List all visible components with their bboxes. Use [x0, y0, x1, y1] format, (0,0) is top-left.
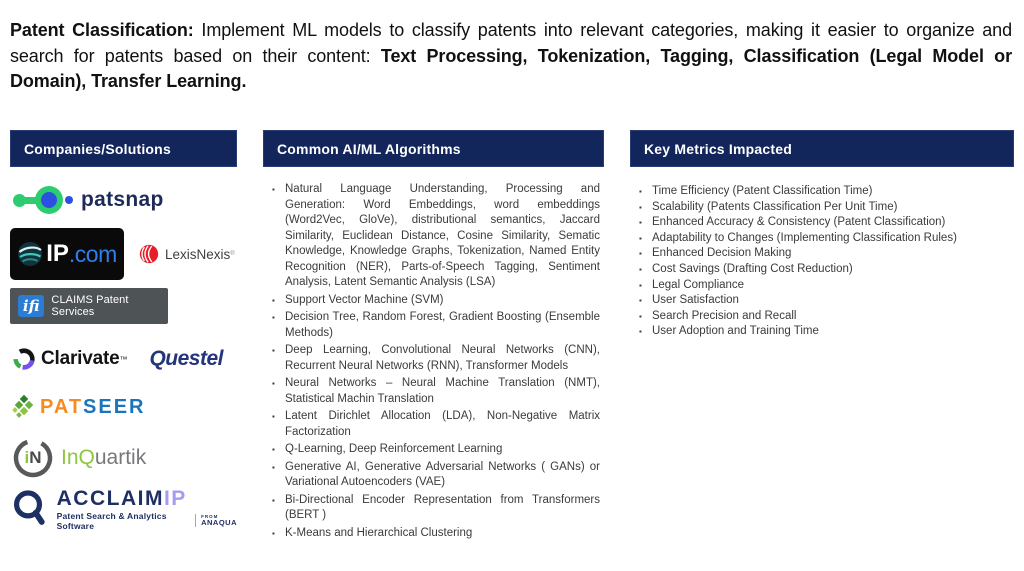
bullet-icon: ▪: [272, 379, 275, 388]
metrics-column: [630, 130, 1014, 340]
lexisnexis-registered-mark: ®: [230, 251, 235, 257]
list-item: [272, 182, 600, 291]
list-item: [639, 309, 1010, 325]
ifi-claims-wordmark: CLAIMS Patent Services: [51, 294, 129, 318]
logo-patseer: [12, 394, 237, 420]
list-item-text: Natural Language Understanding, Processing and Generation: Word Embeddings, word embeddings (Word2Vec, GloVe), distributional semantics, Jaccard Similarity, Euclidean Distance, Cosine Similarity, Sematic Knowledge, Knowledge Graphs, Tokenization, Named Entity Recognition (NER), Parts-of-Speech Tagging, Sentiment Analysis, Latent Semantic Analysis (LSA): [285, 183, 600, 288]
list-item: [639, 262, 1010, 278]
logo-ifi-claims: [10, 288, 237, 324]
list-item-text: User Satisfaction: [652, 294, 739, 307]
list-item-text: Deep Learning, Convolutional Neural Networks (CNN), Recurrent Neural Networks (RNN), Transformer Models: [285, 344, 600, 372]
list-item: [639, 293, 1010, 309]
list-item: [272, 526, 600, 542]
list-item: [639, 184, 1010, 200]
bullet-icon: ▪: [639, 233, 642, 243]
logo-inquartik: [12, 437, 237, 479]
logo-patsnap: [13, 183, 237, 216]
patsnap-molecule-icon: [13, 185, 73, 215]
list-item: [272, 293, 600, 309]
bullet-icon: ▪: [639, 280, 642, 290]
logo-row-clarivate-questel: [12, 344, 237, 374]
acclaimip-text: [57, 488, 237, 531]
list-item: [272, 310, 600, 341]
list-item-text: User Adoption and Training Time: [652, 325, 819, 338]
clarivate-wordmark: Clarivate: [41, 348, 120, 369]
list-item-text: Q-Learning, Deep Reinforcement Learning: [285, 443, 503, 455]
companies-header: Companies/Solutions: [10, 130, 237, 167]
list-item: [639, 231, 1010, 247]
acclaimip-subtitle: Patent Search & Analytics Software: [56, 510, 167, 531]
ifi-claims-badge: [10, 288, 168, 324]
inquartik-ring-icon: [12, 437, 54, 479]
bullet-icon: ▪: [272, 346, 275, 355]
acclaimip-divider: [195, 514, 196, 527]
intro-paragraph: [10, 18, 1012, 95]
acclaimip-anaqua-wordmark: ANAQUA: [201, 518, 237, 527]
bullet-icon: ▪: [639, 264, 642, 274]
list-item-text: Support Vector Machine (SVM): [285, 293, 444, 306]
ifi-chip-icon: ifi: [18, 295, 44, 317]
list-item: [639, 200, 1010, 216]
intro-body: Implement ML models to classify patents into relevant categories, making it easier to organize and search for patents based on their content:: [10, 20, 1013, 66]
logo-lexisnexis: [138, 243, 235, 265]
list-item: [272, 343, 600, 374]
bullet-icon: ▪: [639, 202, 642, 212]
acclaimip-from-label: FROM: [201, 513, 219, 519]
list-item-text: Adaptability to Changes (Implementing Classification Rules): [652, 231, 957, 244]
list-item-text: Decision Tree, Random Forest, Gradient Boosting (Ensemble Methods): [285, 311, 600, 339]
list-item-text: Cost Savings (Drafting Cost Reduction): [652, 262, 853, 275]
list-item-text: Time Efficiency (Patent Classification Time): [652, 185, 873, 197]
bullet-icon: ▪: [272, 528, 275, 538]
clarivate-trademark: ™: [119, 354, 128, 364]
patseer-wordmark-seer: SEER: [83, 395, 146, 418]
bullet-icon: ▪: [272, 445, 275, 454]
logo-ipcom: [10, 228, 124, 280]
list-item: [639, 215, 1010, 231]
bullet-icon: ▪: [272, 295, 275, 305]
list-item-text: Neural Networks – Neural Machine Translation (NMT), Statistical Machin Translation: [285, 377, 600, 405]
list-item-text: Legal Compliance: [652, 278, 745, 291]
bullet-icon: ▪: [639, 249, 642, 259]
acclaimip-tagline: [57, 511, 237, 531]
intro-tail: Text Processing, Tokenization, Tagging, Classification (Legal Model or Domain), Transfer Learning.: [10, 45, 1012, 92]
list-item-text: Search Precision and Recall: [652, 309, 797, 322]
bullet-icon: ▪: [272, 495, 275, 505]
patseer-diamonds-icon: [12, 395, 36, 419]
list-item-text: Scalability (Patents Classification Per Unit Time): [652, 200, 898, 213]
inquartik-ring-letters: i N: [24, 448, 42, 467]
acclaimip-anaqua-block: [201, 515, 237, 527]
list-item: [639, 324, 1010, 340]
list-item: [272, 442, 600, 458]
lexisnexis-wordmark: LexisNexis: [165, 246, 231, 262]
clarivate-ring-icon: [12, 347, 36, 371]
questel-wordmark: Questel: [149, 347, 223, 370]
algorithms-list: [263, 167, 604, 541]
list-item-text: Bi-Directional Encoder Representation from Transformers (BERT ): [285, 493, 600, 521]
inquartik-wordmark: InQuartik: [61, 446, 147, 469]
lexisnexis-swirl-icon: [138, 243, 160, 265]
logo-row-ipcom-lexisnexis: [10, 228, 237, 280]
bullet-icon: ▪: [272, 185, 275, 194]
list-item-text: Enhanced Accuracy & Consistency (Patent Classification): [652, 216, 946, 229]
list-item: [272, 460, 600, 491]
acclaimip-magnifier-icon: [12, 487, 49, 531]
list-item-text: Enhanced Decision Making: [652, 247, 792, 260]
patsnap-wordmark: patsnap: [81, 187, 164, 211]
bullet-icon: ▪: [639, 296, 642, 306]
ipcom-wordmark-ip: IP: [46, 240, 69, 267]
bullet-icon: ▪: [639, 218, 642, 228]
list-item: [639, 246, 1010, 262]
logo-acclaimip: [12, 487, 237, 531]
ipcom-globe-icon: [17, 241, 43, 267]
list-item-text: Generative AI, Generative Adversarial Networks ( GANs) or Variational Autoencoders (VAE): [285, 460, 600, 488]
bullet-icon: ▪: [272, 462, 275, 472]
algorithms-column: [263, 130, 604, 543]
list-item: [272, 409, 600, 440]
metrics-header: Key Metrics Impacted: [630, 130, 1014, 167]
bullet-icon: ▪: [272, 412, 275, 421]
intro-lead: Patent Classification:: [10, 20, 194, 40]
metrics-list: [630, 167, 1014, 340]
list-item: [639, 278, 1010, 294]
acclaimip-wordmark: ACCLAIMIP: [56, 486, 187, 510]
list-item: [272, 376, 600, 407]
bullet-icon: ▪: [639, 311, 642, 321]
bullet-icon: ▪: [639, 187, 642, 196]
bullet-icon: ▪: [272, 313, 275, 322]
bullet-icon: ▪: [639, 327, 642, 337]
patseer-wordmark-pat: PAT: [40, 395, 84, 418]
list-item-text: Latent Dirichlet Allocation (LDA), Non-Negative Matrix Factorization: [285, 410, 600, 438]
ipcom-wordmark-com: .com: [68, 240, 117, 267]
companies-column: [10, 130, 237, 531]
list-item-text: K-Means and Hierarchical Clustering: [285, 526, 473, 539]
algorithms-header: Common AI/ML Algorithms: [263, 130, 604, 167]
list-item: [272, 493, 600, 524]
